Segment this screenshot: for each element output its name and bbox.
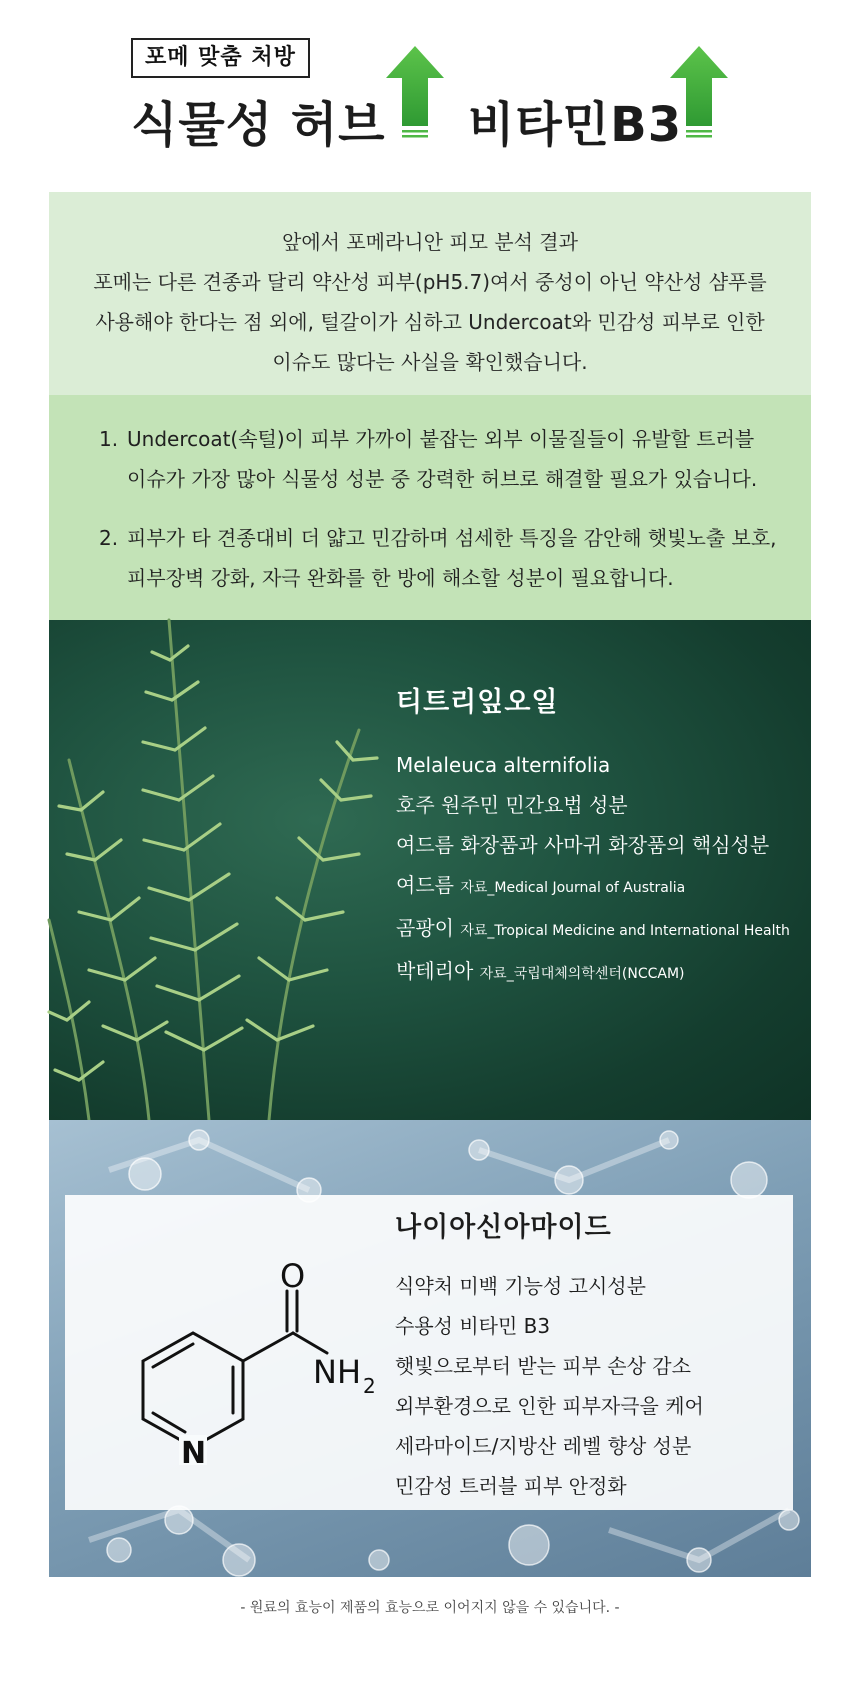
niacinamide-line: 민감성 트러블 피부 안정화 [395, 1474, 627, 1498]
headline-herb: 식물성 허브 [131, 97, 386, 153]
list-text: 피부가 타 견종대비 더 얇고 민감하며 섬세한 특징을 감안해 햇빛노출 보호, [127, 526, 777, 550]
intro-line: 사용해야 한다는 점 외에, 털갈이가 심하고 Undercoat와 민감성 피부로 인한 [95, 310, 765, 334]
niacinamide-line: 외부환경으로 인한 피부자극을 케어 [395, 1394, 704, 1418]
list-text: 이슈가 가장 많아 식물성 성분 중 강력한 허브로 해결할 필요가 있습니다. [127, 467, 758, 491]
effect-source: 자료_국립대체의학센터(NCCAM) [479, 966, 685, 982]
niacinamide-line: 세라마이드/지방산 레벨 향상 성분 [395, 1434, 692, 1458]
effect-source: 자료_Tropical Medicine and International Health [460, 923, 790, 939]
niacinamide-info [395, 1205, 704, 1506]
teatree-effect [396, 951, 790, 994]
effect-source: 자료_Medical Journal of Australia [460, 880, 686, 896]
effect-name: 여드름 [396, 873, 454, 897]
intro-line: 포메는 다른 견종과 달리 약산성 피부(pH5.7)여서 중성이 아닌 약산성 샴푸를 [93, 270, 767, 294]
teatree-line: Melaleuca alternifolia [396, 753, 611, 777]
niacinamide-structure-icon [75, 1235, 376, 1495]
teatree-effect [396, 908, 790, 951]
list-number: 2. [99, 526, 119, 550]
headline-vitamin: 비타민B3 [468, 97, 683, 153]
up-arrow-icon [670, 46, 728, 142]
teatree-effect [396, 865, 790, 908]
teatree-title: 티트리잎오일 [396, 687, 559, 718]
niacinamide-line: 햇빛으로부터 받는 피부 손상 감소 [395, 1354, 691, 1378]
amine-label: NH [313, 1353, 361, 1391]
teatree-line: 여드름 화장품과 사마귀 화장품의 핵심성분 [396, 833, 770, 857]
intro-line: 앞에서 포메라니안 피모 분석 결과 [282, 230, 578, 254]
rosemary-plant-image [49, 620, 409, 1120]
effect-name: 곰팡이 [396, 916, 454, 940]
intro-box [49, 192, 811, 395]
effect-name: 박테리아 [396, 959, 474, 983]
needs-list [49, 395, 811, 620]
list-text: 피부장벽 강화, 자극 완화를 한 방에 해소할 성분이 필요합니다. [127, 566, 674, 590]
teatree-section [49, 620, 811, 1120]
up-arrow-icon [386, 46, 444, 142]
amine-subscript: 2 [363, 1374, 376, 1398]
list-text: Undercoat(속털)이 피부 가까이 붙잡는 외부 이물질들이 유발할 트러블 [127, 427, 755, 451]
teatree-info [396, 680, 790, 994]
oxygen-label: O [280, 1257, 306, 1295]
header [0, 0, 860, 190]
list-number: 1. [99, 427, 119, 451]
list-item [99, 419, 793, 499]
intro-line: 이슈도 많다는 사실을 확인했습니다. [272, 350, 588, 374]
niacinamide-section [49, 1120, 811, 1577]
niacinamide-line: 수용성 비타민 B3 [395, 1314, 551, 1338]
disclaimer-footnote: - 원료의 효능이 제품의 효능으로 이어지지 않을 수 있습니다. - [240, 1600, 620, 1616]
teatree-line: 호주 원주민 민간요법 성분 [396, 793, 628, 817]
niacinamide-title: 나이아신아마이드 [395, 1212, 612, 1243]
nitrogen-label: N [181, 1436, 207, 1471]
prescription-badge: 포메 맞춤 처방 [131, 38, 310, 78]
niacinamide-line: 식약처 미백 기능성 고시성분 [395, 1274, 646, 1298]
list-item [99, 518, 793, 598]
